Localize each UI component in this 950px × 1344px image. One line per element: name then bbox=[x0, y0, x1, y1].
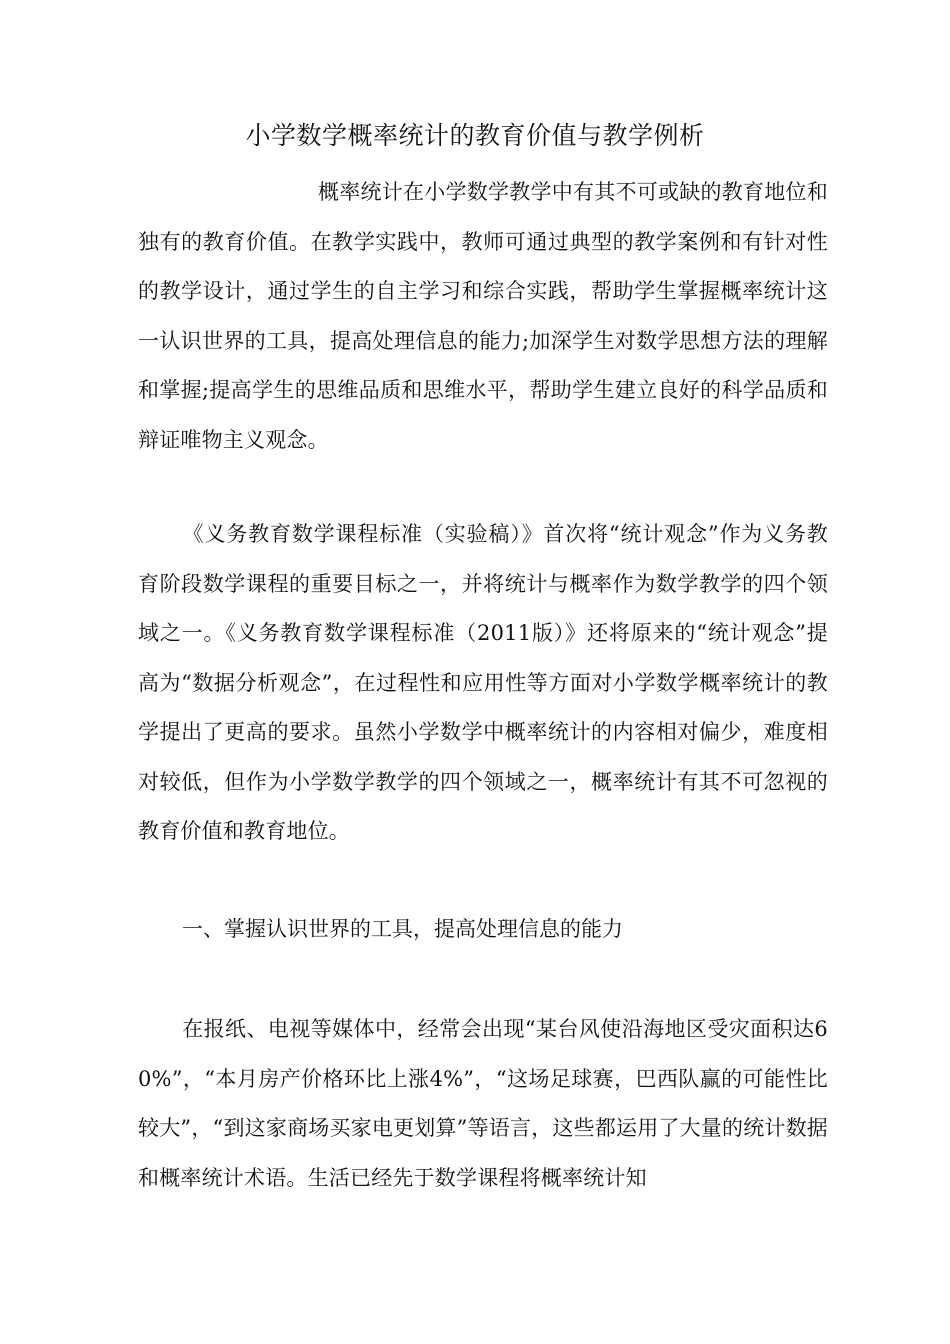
paragraph-2 bbox=[138, 1005, 828, 1203]
section-1-heading bbox=[138, 905, 828, 955]
paragraph-1 bbox=[138, 510, 828, 857]
paragraph-1-text: 《义务教育数学课程标准（实验稿）》首次将“统计观念”作为义务教育阶段数学课程的重要目标之一，并将统计与概率作为数学教学的四个领域之一。《义务教育数学课程标准（2011版）》还将原来的“统计观念”提高为“数据分析观念”，在过程性和应用性等方面对小学数学概率统计的教学提出了更高的要求。虽然小学数学中概率统计的内容相对偏少，难度相对较低，但作为小学数学教学的四个领域之一，概率统计有其不可忽视的教育价值和教育地位。 bbox=[138, 522, 828, 843]
paragraph-2-text: 在报纸、电视等媒体中，经常会出现“某台风使沿海地区受灾面积达60%”，“本月房产价格环比上涨4%”，“这场足球赛，巴西队赢的可能性比较大”，“到这家商场买家电更划算”等语言，这些都运用了大量的统计数据和概率统计术语。生活已经先于数学课程将概率统计知 bbox=[138, 1017, 829, 1190]
section-1-heading-text: 一、掌握认识世界的工具，提高处理信息的能力 bbox=[182, 917, 623, 941]
intro-text: 概率统计在小学数学教学中有其不可或缺的教育地位和独有的教育价值。在教学实践中，教师可通过典型的教学案例和有针对性的教学设计，通过学生的自主学习和综合实践，帮助学生掌握概率统计这一认识世界的工具，提高处理信息的能力;加深学生对数学思想方法的理解和掌握;提高学生的思维品质和思维水平，帮助学生建立良好的科学品质和辩证唯物主义观念。 bbox=[138, 180, 828, 452]
intro-paragraph bbox=[138, 168, 828, 465]
document-title: 小学数学概率统计的教育价值与教学例析 bbox=[245, 121, 705, 150]
